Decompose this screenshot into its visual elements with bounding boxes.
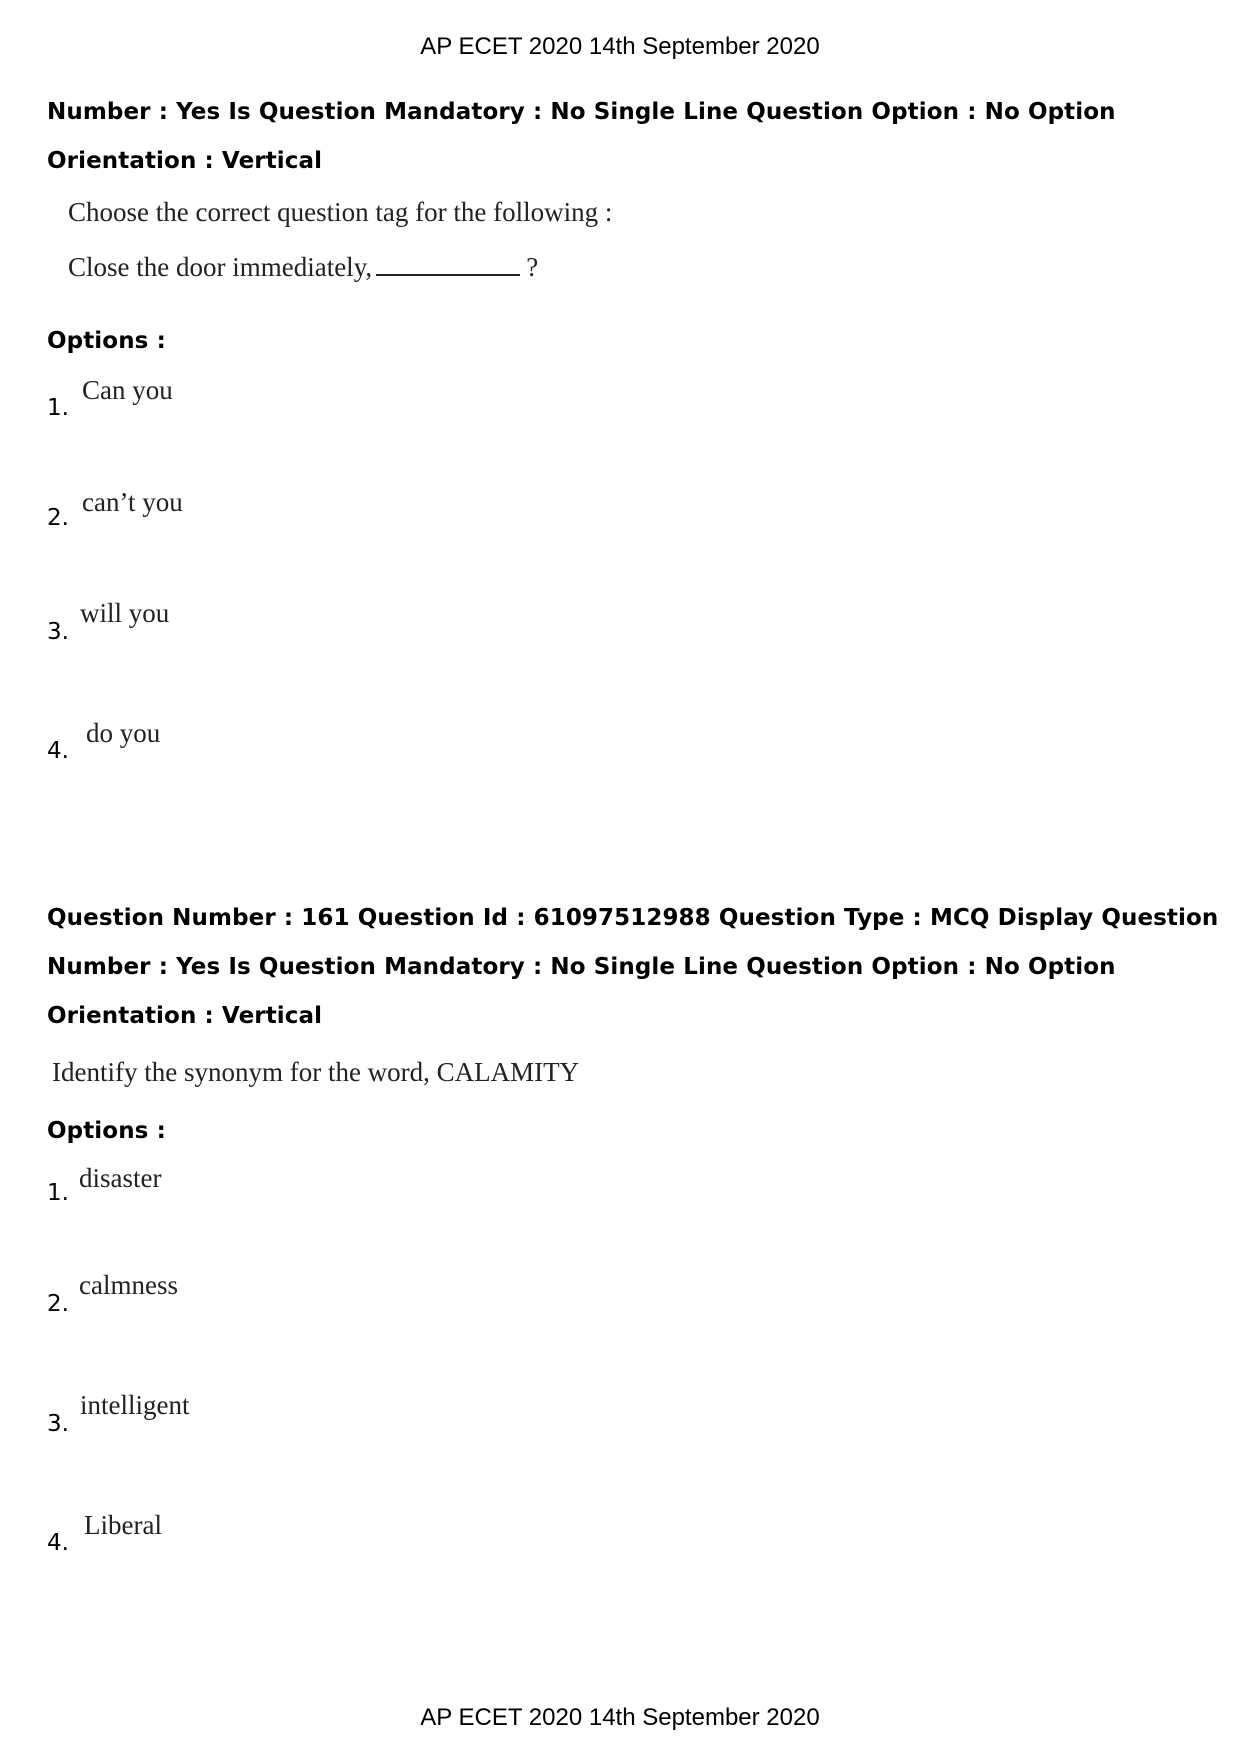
question-prompt: Identify the synonym for the word, CALAMITY: [52, 1057, 580, 1087]
option-text: can’t you: [82, 487, 183, 517]
option-number: 3.: [47, 619, 69, 645]
sentence-start: Close the door immediately,: [68, 252, 373, 282]
page-footer: AP ECET 2020 14th September 2020: [420, 1704, 820, 1731]
option-text: Liberal: [84, 1510, 162, 1540]
option-number: 4.: [47, 1530, 69, 1556]
options-label: Options :: [47, 1118, 166, 1144]
option-number: 1.: [47, 395, 69, 421]
option-text: disaster: [79, 1163, 162, 1193]
question-meta-line: Number : Yes Is Question Mandatory : No Single Line Question Option : No Option: [47, 99, 1116, 125]
option-text: Can you: [82, 375, 173, 405]
option-text: calmness: [79, 1270, 178, 1300]
question-meta-line: Orientation : Vertical: [47, 1003, 323, 1029]
question-prompt: Choose the correct question tag for the following :: [68, 197, 613, 227]
option-number: 3.: [47, 1411, 69, 1437]
answer-blank: [376, 273, 520, 276]
option-number: 4.: [47, 738, 69, 764]
sentence-end: ?: [526, 252, 539, 282]
option-text: do you: [86, 718, 161, 748]
options-label: Options :: [47, 328, 166, 354]
page-header: AP ECET 2020 14th September 2020: [420, 33, 820, 60]
option-number: 2.: [47, 505, 69, 531]
option-number: 1.: [47, 1180, 69, 1206]
option-text: will you: [80, 598, 170, 628]
question-meta-line: Orientation : Vertical: [47, 148, 323, 174]
question-meta-line: Number : Yes Is Question Mandatory : No Single Line Question Option : No Option: [47, 954, 1116, 980]
question-meta-line: Question Number : 161 Question Id : 61097512988 Question Type : MCQ Display Question: [47, 905, 1219, 931]
question-sentence: [68, 252, 538, 283]
option-text: intelligent: [80, 1390, 190, 1420]
option-number: 2.: [47, 1291, 69, 1317]
